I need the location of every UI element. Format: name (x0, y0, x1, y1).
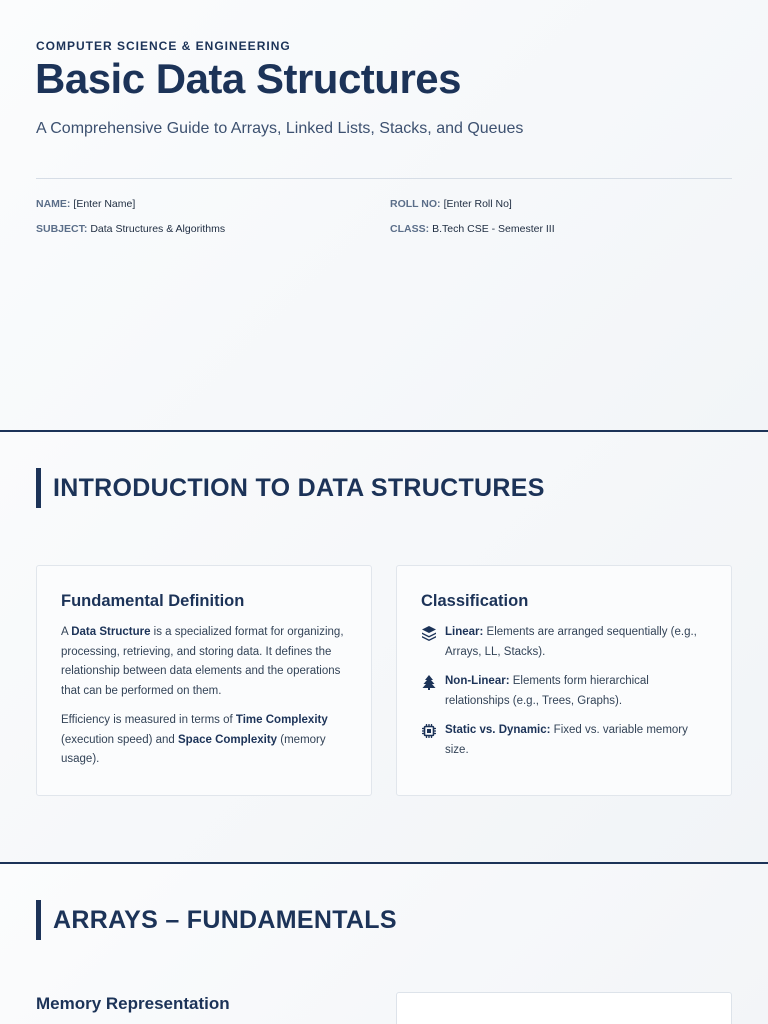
arrays-heading: ARRAYS – FUNDAMENTALS (36, 900, 397, 940)
subject-label: SUBJECT: (36, 223, 88, 235)
class-value: B.Tech CSE - Semester III (432, 223, 555, 235)
classification-text (445, 672, 707, 711)
classification-item-static-dynamic (421, 721, 707, 760)
document-subtitle: A Comprehensive Guide to Arrays, Linked Lists, Stacks, and Queues (36, 120, 524, 137)
roll-value: [Enter Roll No] (443, 198, 512, 210)
definition-card (36, 565, 372, 796)
memory-diagram-card (396, 992, 732, 1024)
definition-paragraph-2 (61, 711, 347, 770)
text-run: (execution speed) and (61, 733, 178, 746)
classification-card (396, 565, 732, 796)
intro-heading: INTRODUCTION TO DATA STRUCTURES (36, 468, 545, 508)
class-label: CLASS: (390, 223, 430, 235)
classification-item-linear (421, 623, 707, 662)
classification-text (445, 721, 707, 760)
classification-description: Fixed vs. variable memory size. (445, 724, 688, 756)
name-label: NAME: (36, 198, 71, 210)
roll-label: ROLL NO: (390, 198, 441, 210)
memory-representation-heading: Memory Representation (36, 994, 230, 1013)
term-time-complexity: Time Complexity (235, 714, 328, 726)
text-run: Efficiency is measured in terms of (61, 714, 236, 726)
definition-title: Fundamental Definition (61, 592, 245, 610)
class-field (390, 223, 555, 235)
name-field (36, 198, 135, 210)
subject-value: Data Structures & Algorithms (90, 223, 226, 235)
layers-icon (421, 625, 437, 641)
classification-label: Linear: (445, 626, 484, 638)
term-space-complexity: Space Complexity (178, 733, 278, 746)
department-label: COMPUTER SCIENCE & ENGINEERING (36, 39, 291, 53)
text-run: is a specialized format for organizing, processing, retrieving, and storing data. It defines the relationship between data elements and the operations that can be performed on them. (61, 626, 344, 697)
roll-field (390, 198, 512, 210)
classification-label: Static vs. Dynamic: (445, 724, 551, 736)
text-run: A (61, 626, 72, 638)
divider (36, 178, 732, 179)
term-data-structure: Data Structure (71, 626, 151, 638)
definition-paragraph-1 (61, 623, 347, 701)
chip-icon (421, 723, 437, 739)
document-title: Basic Data Structures (35, 55, 462, 102)
tree-icon (421, 674, 437, 690)
classification-item-nonlinear (421, 672, 707, 711)
classification-title: Classification (421, 592, 529, 610)
text-run: (memory usage). (61, 733, 326, 765)
subject-field (36, 223, 225, 235)
name-value: [Enter Name] (73, 198, 136, 210)
classification-label: Non-Linear: (445, 675, 510, 687)
classification-text (445, 623, 707, 662)
classification-description: Elements form hierarchical relationships (e.g., Trees, Graphs). (445, 675, 649, 707)
classification-description: Elements are arranged sequentially (e.g., Arrays, LL, Stacks). (445, 626, 697, 658)
